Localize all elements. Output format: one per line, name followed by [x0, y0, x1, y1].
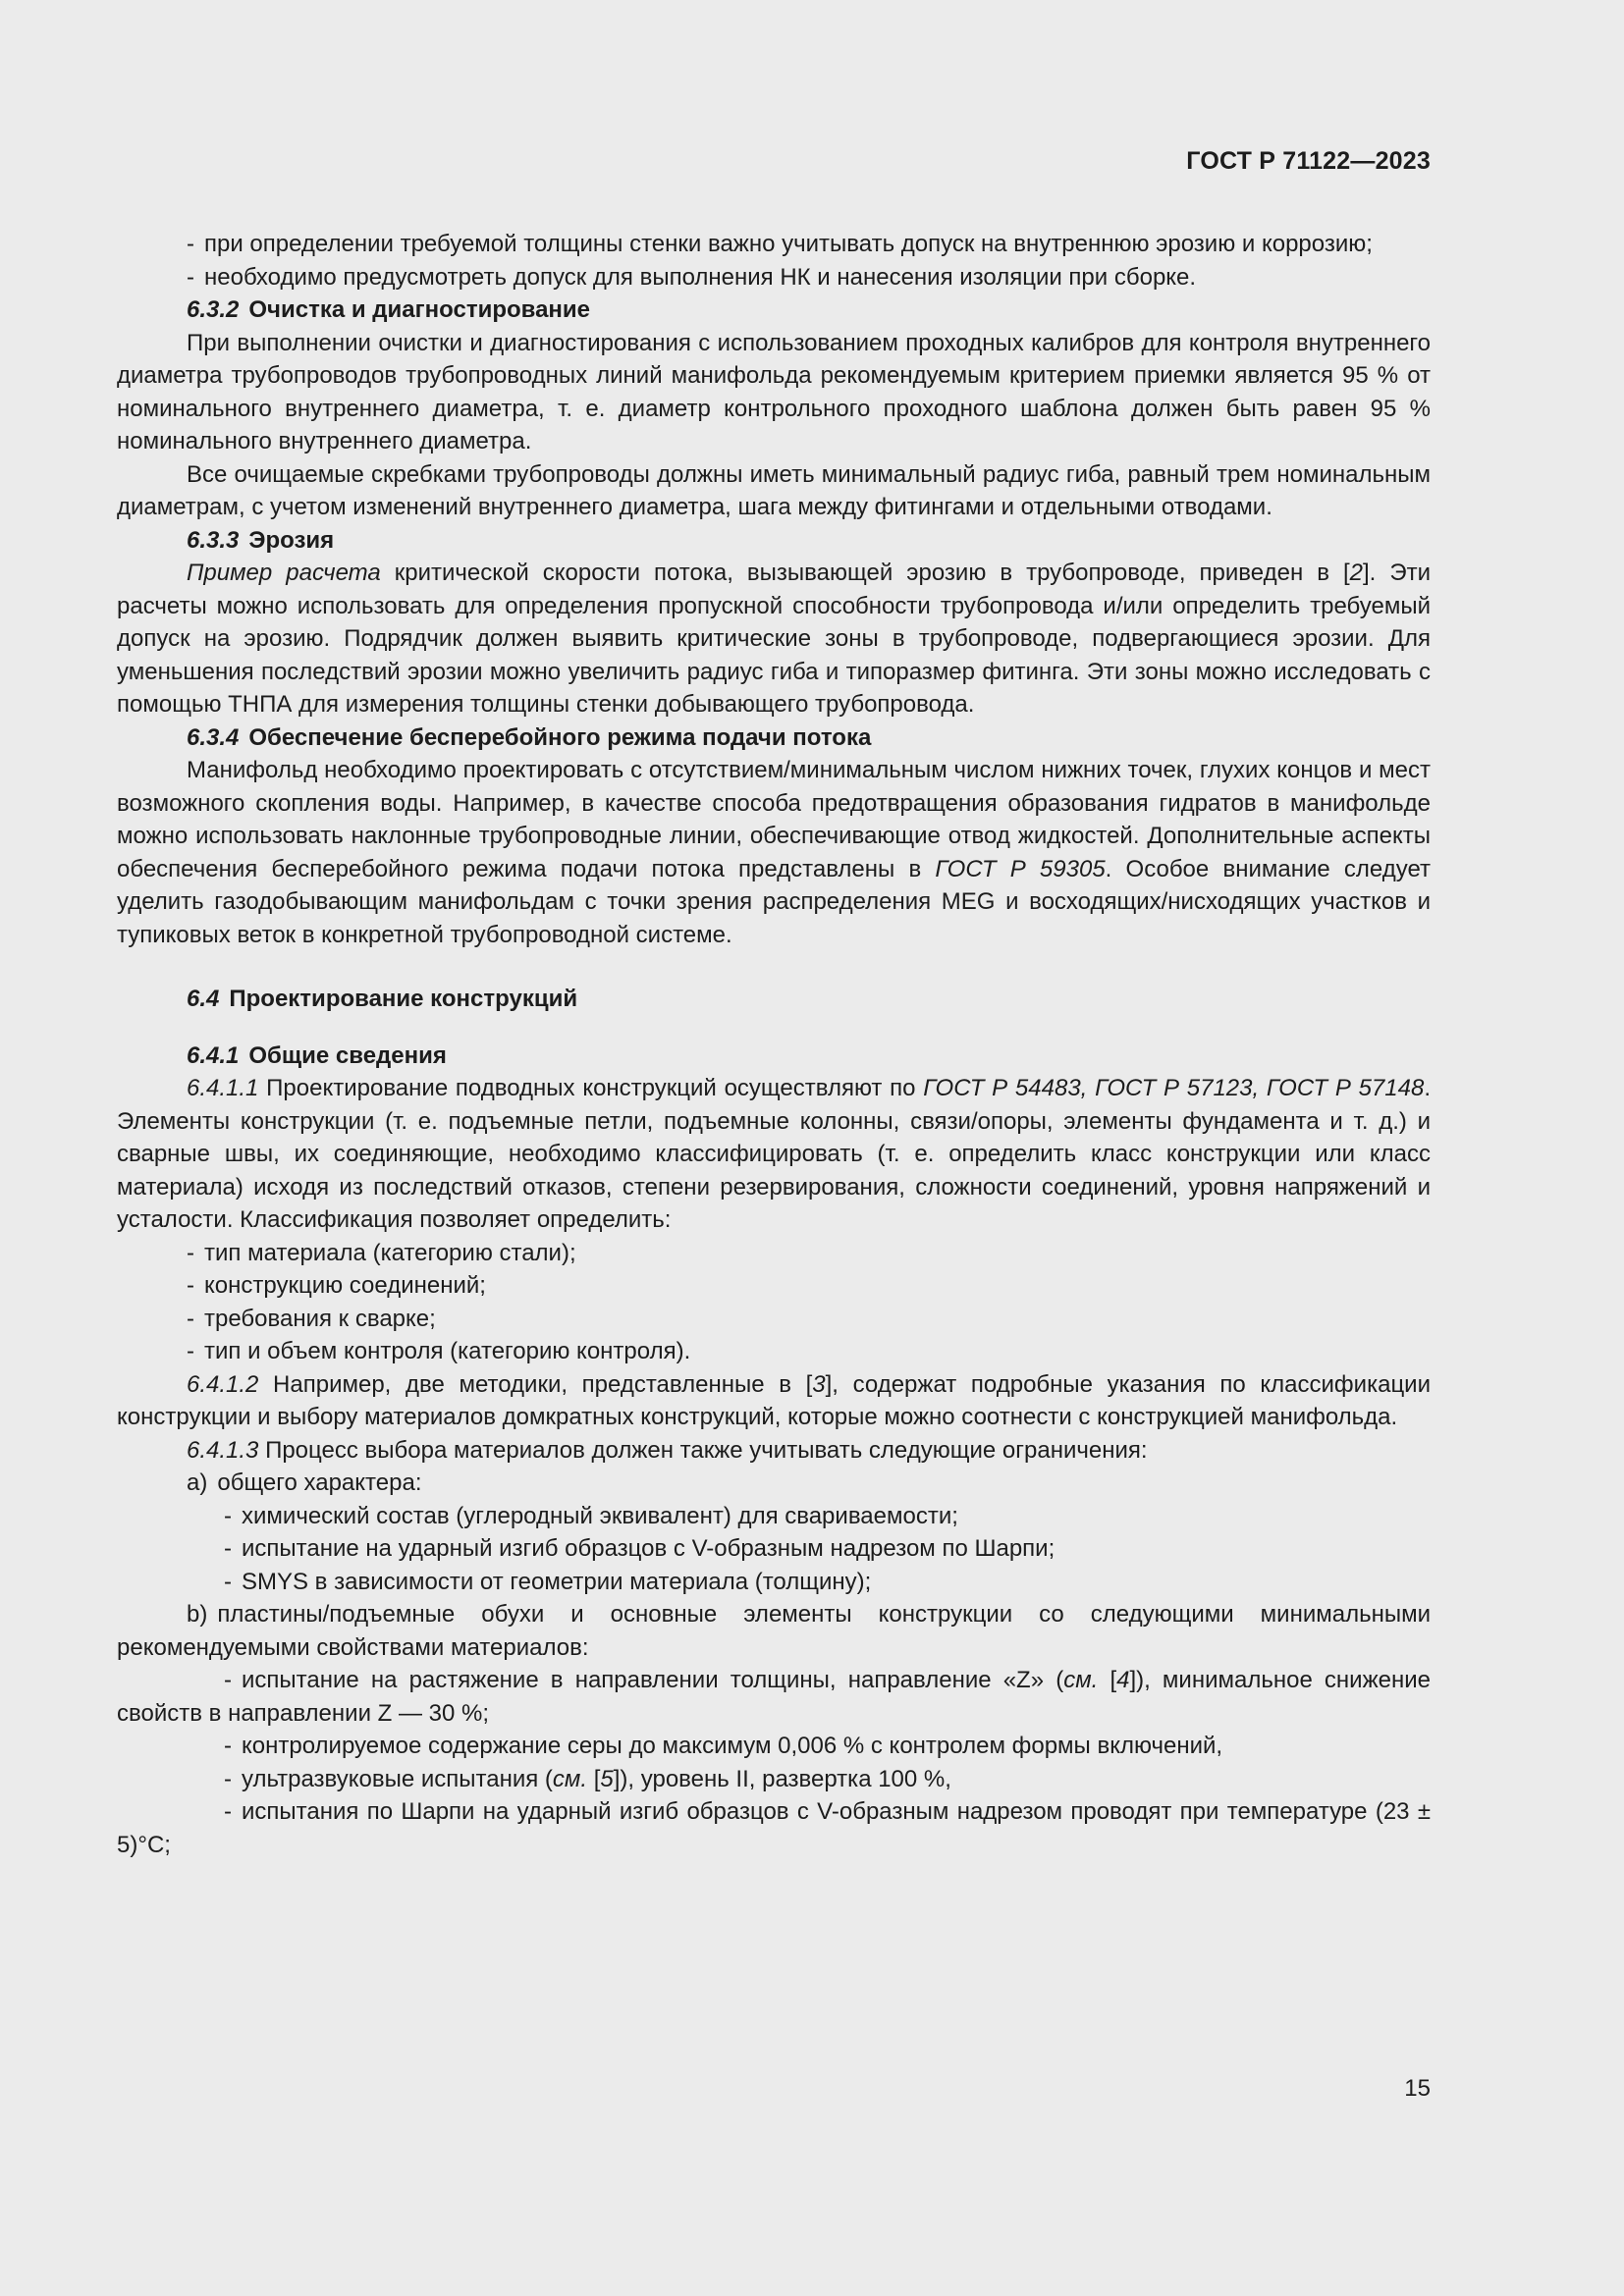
section-heading: 6.3.3 Эрозия [187, 526, 335, 554]
list-item: - тип материала (категорию стали); [187, 1239, 576, 1266]
list-item: - испытание на растяжение в направлении толщины, направление «Z» (см. [4]), минимальное снижение свойств в направлении Z — 30 %; [117, 1667, 1431, 1727]
paragraph: 6.4.1.2 Например, две методики, представленные в [3], содержат подробные указания по классификации конструкции и выбору материалов домкратных конструкций, которые можно соотнести с конструкцией манифольда. [117, 1370, 1431, 1430]
list-item: - контролируемое содержание серы до максимум 0,006 % с контролем формы включений, [224, 1733, 1223, 1759]
list-item: - необходимо предусмотреть допуск для выполнения НК и нанесения изоляции при сборке. [187, 263, 1197, 291]
list-item: - испытания по Шарпи на ударный изгиб образцов с V-образным надрезом проводят при температуре (23 ± 5)°C; [117, 1798, 1431, 1858]
document-header: ГОСТ Р 71122—2023 [1186, 147, 1431, 175]
list-item: - требования к сварке; [187, 1305, 436, 1332]
list-item: - конструкцию соединений; [187, 1272, 486, 1299]
paragraph: 6.4.1.3 Процесс выбора материалов должен также учитывать следующие ограничения: [187, 1436, 1148, 1464]
list-item: - химический состав (углеродный эквивалент) для свариваемости; [224, 1502, 958, 1529]
paragraph: Пример расчета критической скорости потока, вызывающей эрозию в трубопроводе, приведен в [2]. Эти расчеты можно использовать для определения пропускной способности трубопровода и/или определить требуемый допуск на эрозию. Подрядчик должен выявить критические зоны в трубопроводе, подвергающиеся эрозии. Для уменьшения последствий эрозии можно увеличить радиус гиба и типоразмер фитинга. Эти зоны можно исследовать с помощью ТНПА для измерения толщины стенки добывающего трубопровода. [117, 560, 1432, 718]
page-content [117, 228, 1431, 1861]
list-item: - испытание на ударный изгиб образцов с V-образным надрезом по Шарпи; [224, 1535, 1056, 1562]
list-item: - SMYS в зависимости от геометрии материала (толщину); [224, 1568, 872, 1595]
paragraph: Манифольд необходимо проектировать с отсутствием/минимальным числом нижних точек, глухих концов и мест возможного скопления воды. Например, в качестве способа предотвращения образования гидратов в манифольде можно использовать наклонные трубопроводные линии, обеспечивающие отвод жидкостей. Дополнительные аспекты обеспечения бесперебойного режима подачи потока представлены в ГОСТ Р 59305. Особое внимание следует уделить газодобывающим манифольдам с точки зрения распределения MEG и восходящих/нисходящих участков и тупиковых веток в конкретной трубопроводной системе. [117, 757, 1432, 948]
list-item: - тип и объем контроля (категорию контроля). [187, 1338, 691, 1364]
section-heading: 6.4 Проектирование конструкций [187, 986, 578, 1012]
page-number: 15 [1404, 2075, 1431, 2102]
section-heading: 6.3.2 Очистка и диагностирование [187, 296, 591, 323]
section-heading: 6.4.1 Общие сведения [187, 1041, 447, 1069]
paragraph: Все очищаемые скребками трубопроводы должны иметь минимальный радиус гиба, равный трем номинальным диаметрам, с учетом изменений внутреннего диаметра, шага между фитингами и отдельными отводами. [117, 460, 1431, 520]
section-heading: 6.3.4 Обеспечение бесперебойного режима подачи потока [187, 723, 872, 751]
list-item: - при определении требуемой толщины стенки важно учитывать допуск на внутреннюю эрозию и коррозию; [187, 231, 1373, 257]
list-item: b) пластины/подъемные обухи и основные элементы конструкции со следующими минимальными рекомендуемыми свойствами материалов: [117, 1601, 1431, 1661]
list-item: - ультразвуковые испытания (см. [5]), уровень II, развертка 100 %, [224, 1765, 951, 1792]
list-item: а) общего характера: [187, 1469, 422, 1496]
paragraph: При выполнении очистки и диагностирования с использованием проходных калибров для контроля внутреннего диаметра трубопроводов трубопроводных линий манифольда рекомендуемым критерием приемки является 95 % от номинального внутреннего диаметра, т. е. диаметр контрольного проходного шаблона должен быть равен 95 % номинального внутреннего диаметра. [117, 329, 1431, 454]
paragraph: 6.4.1.1 Проектирование подводных конструкций осуществляют по ГОСТ Р 54483, ГОСТ Р 57123, ГОСТ Р 57148. Элементы конструкции (т. е. подъемные петли, подъемные колонны, связи/опоры, элементы фундамента и т. д.) и сварные швы, их соединяющие, необходимо классифицировать (т. е. определить класс конструкции или класс материала) исходя из последствий отказов, степени резервирования, сложности соединений, уровня напряжений и усталости. Классификация позволяет определить: [117, 1075, 1431, 1233]
